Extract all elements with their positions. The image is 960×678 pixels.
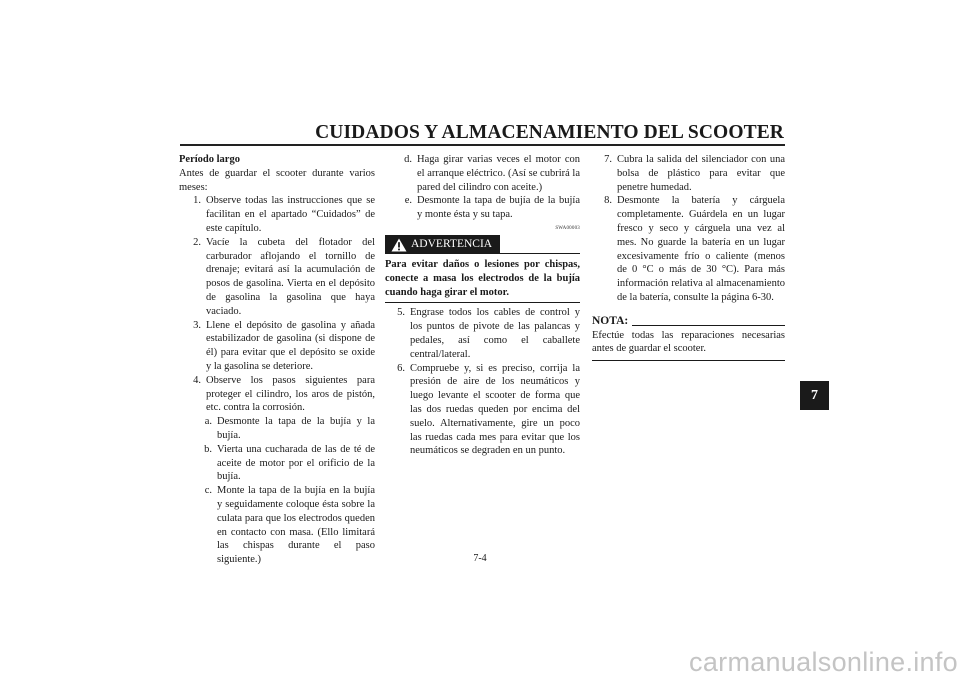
item-text: Compruebe y, si es preciso, corrija la presión de aire de los neumáticos y luego levante el scooter de forma que las dos ruedas queden por encima del suelo. Alternativamente, gire un poco las ruedas cada mes para evitar que los neumáticos se degraden en un punto. [410, 362, 580, 457]
item-number: 7. [604, 154, 612, 165]
warning-text: Para evitar daños o lesiones por chispas, conecte a masa los electrodos de la bujía cuando haga girar el motor. [385, 258, 580, 303]
item-text: Observe todas las instrucciones que se facilitan en el apartado “Cuidados” de este capítulo. [206, 195, 375, 234]
column-1 [179, 153, 375, 567]
item-text: Vierta una cucharada de las de té de aceite de motor por el orificio de la bujía. [217, 443, 375, 483]
item-text: Vacíe la cubeta del flotador del carburador aflojando el tornillo de drenaje; evitará así la acumulación de posos de gasolina. Vierta en el depósito de gasolina la gasolina que haya vaciado. [206, 236, 375, 317]
item-letter: b. [204, 443, 212, 455]
sub-list-item [179, 415, 375, 443]
warning-header [385, 235, 580, 254]
column-3 [592, 153, 785, 361]
warning-label-text: ADVERTENCIA [411, 238, 493, 251]
item-text: Llene el depósito de gasolina y añada estabilizador de gasolina (si dispone de él) para evitar que el depósito se oxide y la gasolina se deteriore. [206, 319, 375, 372]
item-letter: a. [204, 416, 212, 428]
list-item [179, 194, 375, 235]
item-letter: c. [204, 485, 212, 497]
sub-list-item [385, 153, 580, 194]
list-item [385, 306, 580, 361]
warning-label [385, 235, 500, 254]
item-text: Desmonte la batería y cárguela completamente. Guárdela en un lugar fresco y seco y cárguela una vez al mes. No guarde la batería en un lugar excesivamente frío o caliente (menos de 0 °C o más de 30 °C). Para más información relativa al almacenamiento de la batería, consulte la página 6-30. [617, 195, 785, 303]
item-number: 5. [397, 307, 405, 319]
sub-list-item [179, 443, 375, 484]
note-text: Efectúe todas las reparaciones necesarias antes de guardar el scooter. [592, 329, 785, 362]
warning-rule [500, 253, 580, 254]
watermark: carmanualsonline.info [689, 647, 958, 677]
item-text: Observe los pasos siguientes para proteger el cilindro, los aros de pistón, etc. contra la corrosión. [206, 374, 375, 414]
item-text: Monte la tapa de la bujía en la bujía y seguidamente coloque ésta sobre la culata para que los electrodos queden en contacto con masa. (Ello limitará las chispas durante el paso siguiente.) [217, 485, 375, 566]
warning-triangle-icon [391, 238, 407, 252]
list-item [179, 374, 375, 415]
sub-list-item [385, 194, 580, 222]
item-text: Haga girar varias veces el motor con el arranque eléctrico. (Así se cubrirá la pared del cilindro con aceite.) [417, 154, 580, 193]
item-number: 3. [193, 319, 201, 331]
sub-list-item [179, 484, 375, 567]
item-text: Desmonte la tapa de bujía de la bujía y monte ésta y su tapa. [417, 195, 580, 221]
note-rule [632, 325, 785, 326]
list-item [179, 319, 375, 374]
column-2 [385, 153, 580, 458]
page-number: 7-4 [473, 553, 487, 564]
item-text: Cubra la salida del silenciador con una bolsa de plástico para evitar que penetre humedad. [617, 154, 785, 193]
note-header [592, 315, 785, 329]
section-intro: Antes de guardar el scooter durante varios meses: [179, 167, 375, 193]
header-rule [180, 144, 785, 146]
item-number: 8. [604, 195, 612, 207]
item-number: 1. [193, 195, 201, 207]
list-item [592, 194, 785, 304]
chapter-tab: 7 [800, 381, 829, 410]
item-text: Engrase todos los cables de control y los puntos de pivote de las palancas y pedales, así como el caballete central/lateral. [410, 307, 580, 360]
note-label: NOTA: [592, 314, 629, 327]
item-text: Desmonte la tapa de la bujía y la bujía. [217, 416, 375, 441]
warning-code: SWA00003 [555, 225, 580, 231]
item-number: 4. [193, 374, 201, 386]
list-item [592, 153, 785, 194]
item-number: 6. [397, 362, 405, 374]
list-item [179, 236, 375, 319]
item-letter: d. [404, 154, 412, 165]
section-heading: Período largo [179, 154, 240, 165]
item-number: 2. [193, 236, 201, 248]
list-item [385, 362, 580, 459]
item-letter: e. [404, 195, 412, 207]
page-title: CUIDADOS Y ALMACENAMIENTO DEL SCOOTER [315, 122, 784, 143]
